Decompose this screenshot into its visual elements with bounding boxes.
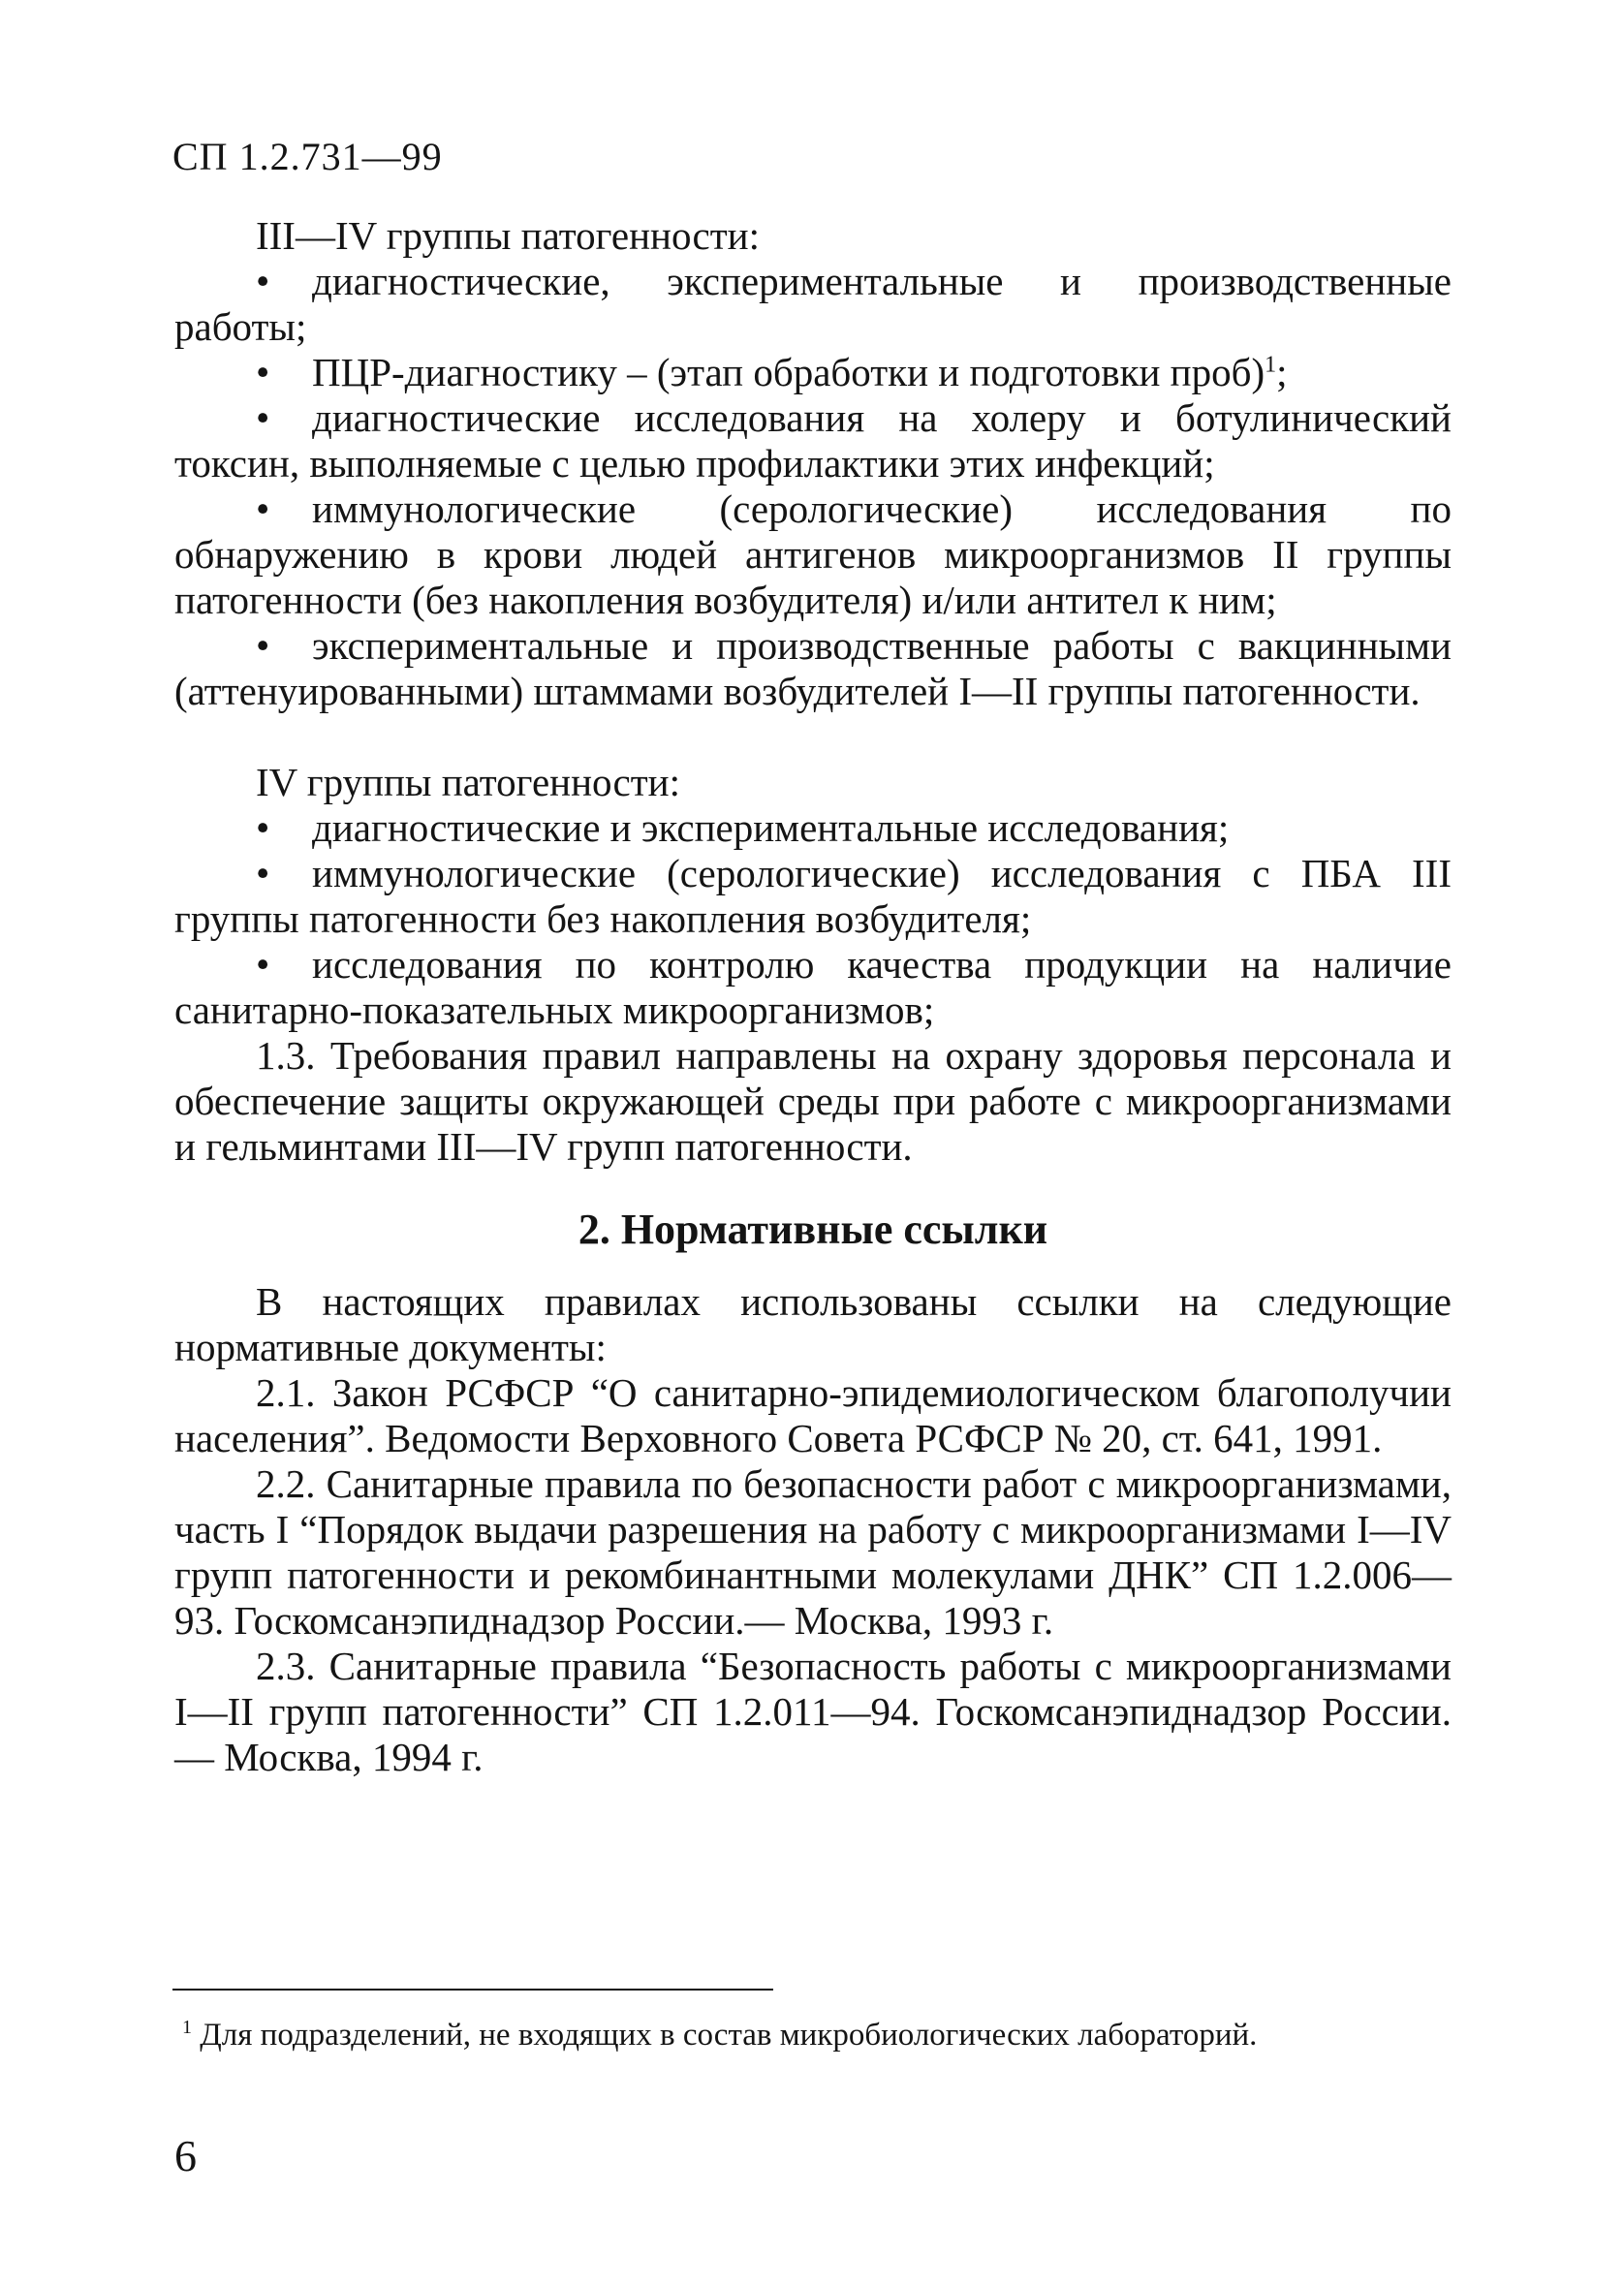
running-head: СП 1.2.731—99 [172,135,443,178]
footnote-marker: 1 [1265,352,1277,378]
footnote [182,2016,1257,2054]
bullet-icon: • [256,259,270,303]
bullet-icon: • [256,623,270,668]
group-3-4-item: • диагностические, экспериментальные и производственные работы; [174,259,1452,349]
bullet-icon: • [256,395,270,440]
bullet-icon: • [256,350,270,394]
section-2-intro: В настоящих правилах использованы ссылки на следующие нормативные документы: [174,1279,1452,1369]
footnote-number: 1 [182,2017,192,2038]
reference-item: 2.3. Санитарные правила “Безопасность работы с микроорганизмами I—II групп патогенности” СП 1.2.011—94. Госкомсанэпиднадзор России.— Москва, 1994 г. [174,1644,1452,1779]
bullet-icon: • [256,942,270,987]
group-4-item: • иммунологические (серологические) исследования с ПБА III группы патогенности без накопления возбудителя; [174,851,1452,941]
footnote-divider [172,1989,773,1991]
group-3-4-heading: III—IV группы патогенности: [256,213,760,258]
bullet-icon: • [256,805,270,850]
group-4-item: • диагностические и экспериментальные исследования; [256,805,1230,850]
page-number: 6 [174,2131,197,2180]
body-text [174,213,1452,1780]
footnote-text: Для подразделений, не входящих в состав микробиологических лабораторий. [200,2018,1258,2053]
group-3-4-item: • экспериментальные и производственные работы с вакцинными (аттенуированными) штаммами возбудителей I—II группы патогенности. [174,623,1452,713]
bullet-icon: • [256,851,270,895]
group-3-4-item: • ПЦР-диагностику – (этап обработки и подготовки проб)$^1$; [256,350,1288,394]
bullet-icon: • [256,486,270,531]
clause-1-3: 1.3. Требования правил направлены на охрану здоровья персонала и обеспечение защиты окружающей среды при работе с микроорганизмами и гельминтами III—IV групп патогенности. [174,1033,1452,1169]
group-4-heading: IV группы патогенности: [256,760,681,804]
section-2-title: 2. Нормативные ссылки [578,1206,1048,1253]
group-3-4-item: • диагностические исследования на холеру и ботулинический токсин, выполняемые с целью профилактики этих инфекций; [174,395,1452,486]
group-3-4-item: • иммунологические (серологические) исследования по обнаружению в крови людей антигенов микроорганизмов II группы патогенности (без накопления возбудителя) и/или антител к ним; [174,486,1452,622]
reference-item: 2.1. Закон РСФСР “О санитарно-эпидемиологическом благополучии населения”. Ведомости Верховного Совета РСФСР № 20, ст. 641, 1991. [174,1370,1452,1460]
group-4-item: • исследования по контролю качества продукции на наличие санитарно-показательных микроорганизмов; [174,942,1452,1032]
reference-item: 2.2. Санитарные правила по безопасности работ с микроорганизмами, часть I “Порядок выдачи разрешения на работу с микроорганизмами I—IV групп патогенности и рекомбинантными молекулами ДНК” СП 1.2.006—93. Госкомсанэпиднадзор России.— Москва, 1993 г. [174,1461,1452,1643]
